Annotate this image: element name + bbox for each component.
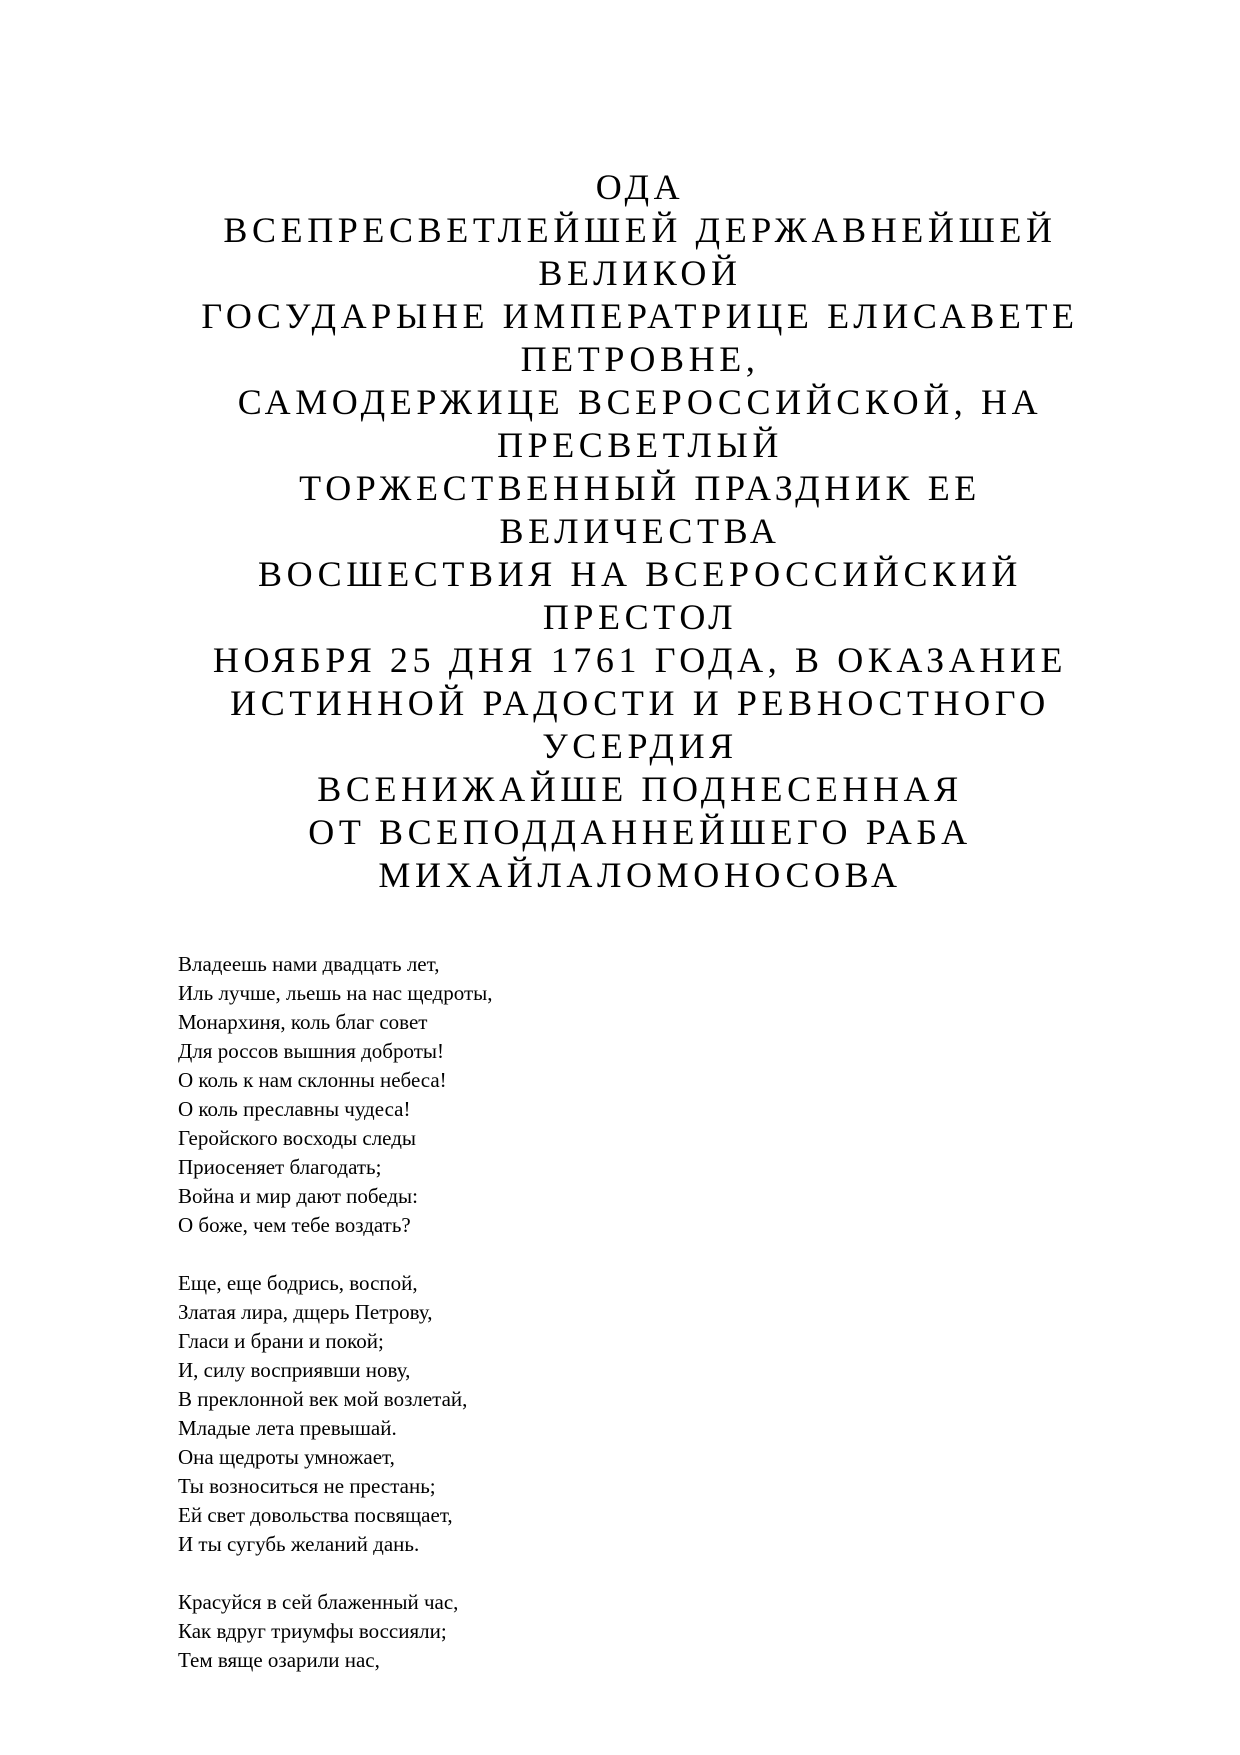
verse-line: Иль лучше, льешь на нас щедроты, [178,981,493,1005]
title-line: НОЯБРЯ 25 ДНЯ 1761 ГОДА, В ОКАЗАНИЕ [212,640,1068,680]
verse-line: Ты возноситься не престань; [178,1474,436,1498]
verse-line: Как вдруг триумфы воссияли; [178,1619,447,1643]
stanza-3 [178,1588,878,1675]
verse-line: В преклонной век мой возлетай, [178,1387,468,1411]
title-line: ПРЕСВЕТЛЫЙ [496,425,784,465]
verse-line: Владеешь нами двадцать лет, [178,952,440,976]
verse-line: Она щедроты умножает, [178,1445,395,1469]
stanza-1 [178,950,878,1240]
verse-line: Война и мир дают победы: [178,1184,418,1208]
title-line: ГОСУДАРЫНЕ ИМПЕРАТРИЦЕ ЕЛИСАВЕТЕ [201,296,1079,336]
verse-line: Гласи и брани и покой; [178,1329,384,1353]
ode-title [160,166,1120,897]
verse-line: О коль преславны чудеса! [178,1097,411,1121]
title-line: ВЕЛИЧЕСТВА [499,511,781,551]
title-line: ТОРЖЕСТВЕННЫЙ ПРАЗДНИК ЕЕ [299,468,981,508]
verse-line: И, силу восприявши нову, [178,1358,411,1382]
verse-line: О боже, чем тебе воздать? [178,1213,411,1237]
title-line: ПРЕСТОЛ [542,597,738,637]
verse-line: Тем вяще озарили нас, [178,1648,380,1672]
verse-line: Красуйся в сей блаженный час, [178,1590,459,1614]
title-line: ПЕТРОВНЕ, [520,339,760,379]
verse-line: Для россов вышния доброты! [178,1039,444,1063]
verse-line: Еще, еще бодрись, воспой, [178,1271,418,1295]
title-line: ИСТИННОЙ РАДОСТИ И РЕВНОСТНОГО [230,683,1050,723]
title-line: ВСЕПРЕСВЕТЛЕЙШЕЙ ДЕРЖАВНЕЙШЕЙ [223,210,1057,250]
title-line: ВОСШЕСТВИЯ НА ВСЕРОССИЙСКИЙ [258,554,1022,594]
stanza-2 [178,1269,878,1559]
title-line: ВСЕНИЖАЙШЕ ПОДНЕСЕННАЯ [317,769,963,809]
title-line: САМОДЕРЖИЦЕ ВСЕРОССИЙСКОЙ, НА [237,382,1043,422]
verse-line: О коль к нам склонны небеса! [178,1068,447,1092]
verse-line: Ей свет довольства посвящает, [178,1503,453,1527]
poem-body [178,950,878,1704]
title-line: ОТ ВСЕПОДДАННЕЙШЕГО РАБА [308,812,972,852]
verse-line: Златая лира, дщерь Петрову, [178,1300,433,1324]
verse-line: И ты сугубь желаний дань. [178,1532,420,1556]
title-line: ВЕЛИКОЙ [538,253,742,293]
verse-line: Геройского восходы следы [178,1126,417,1150]
title-line: МИХАЙЛАЛОМОНОСОВА [378,855,902,895]
title-line: УСЕРДИЯ [542,726,738,766]
title-line: ОДА [595,167,685,207]
verse-line: Монархиня, коль благ совет [178,1010,428,1034]
verse-line: Приосеняет благодать; [178,1155,382,1179]
verse-line: Младые лета превышай. [178,1416,397,1440]
